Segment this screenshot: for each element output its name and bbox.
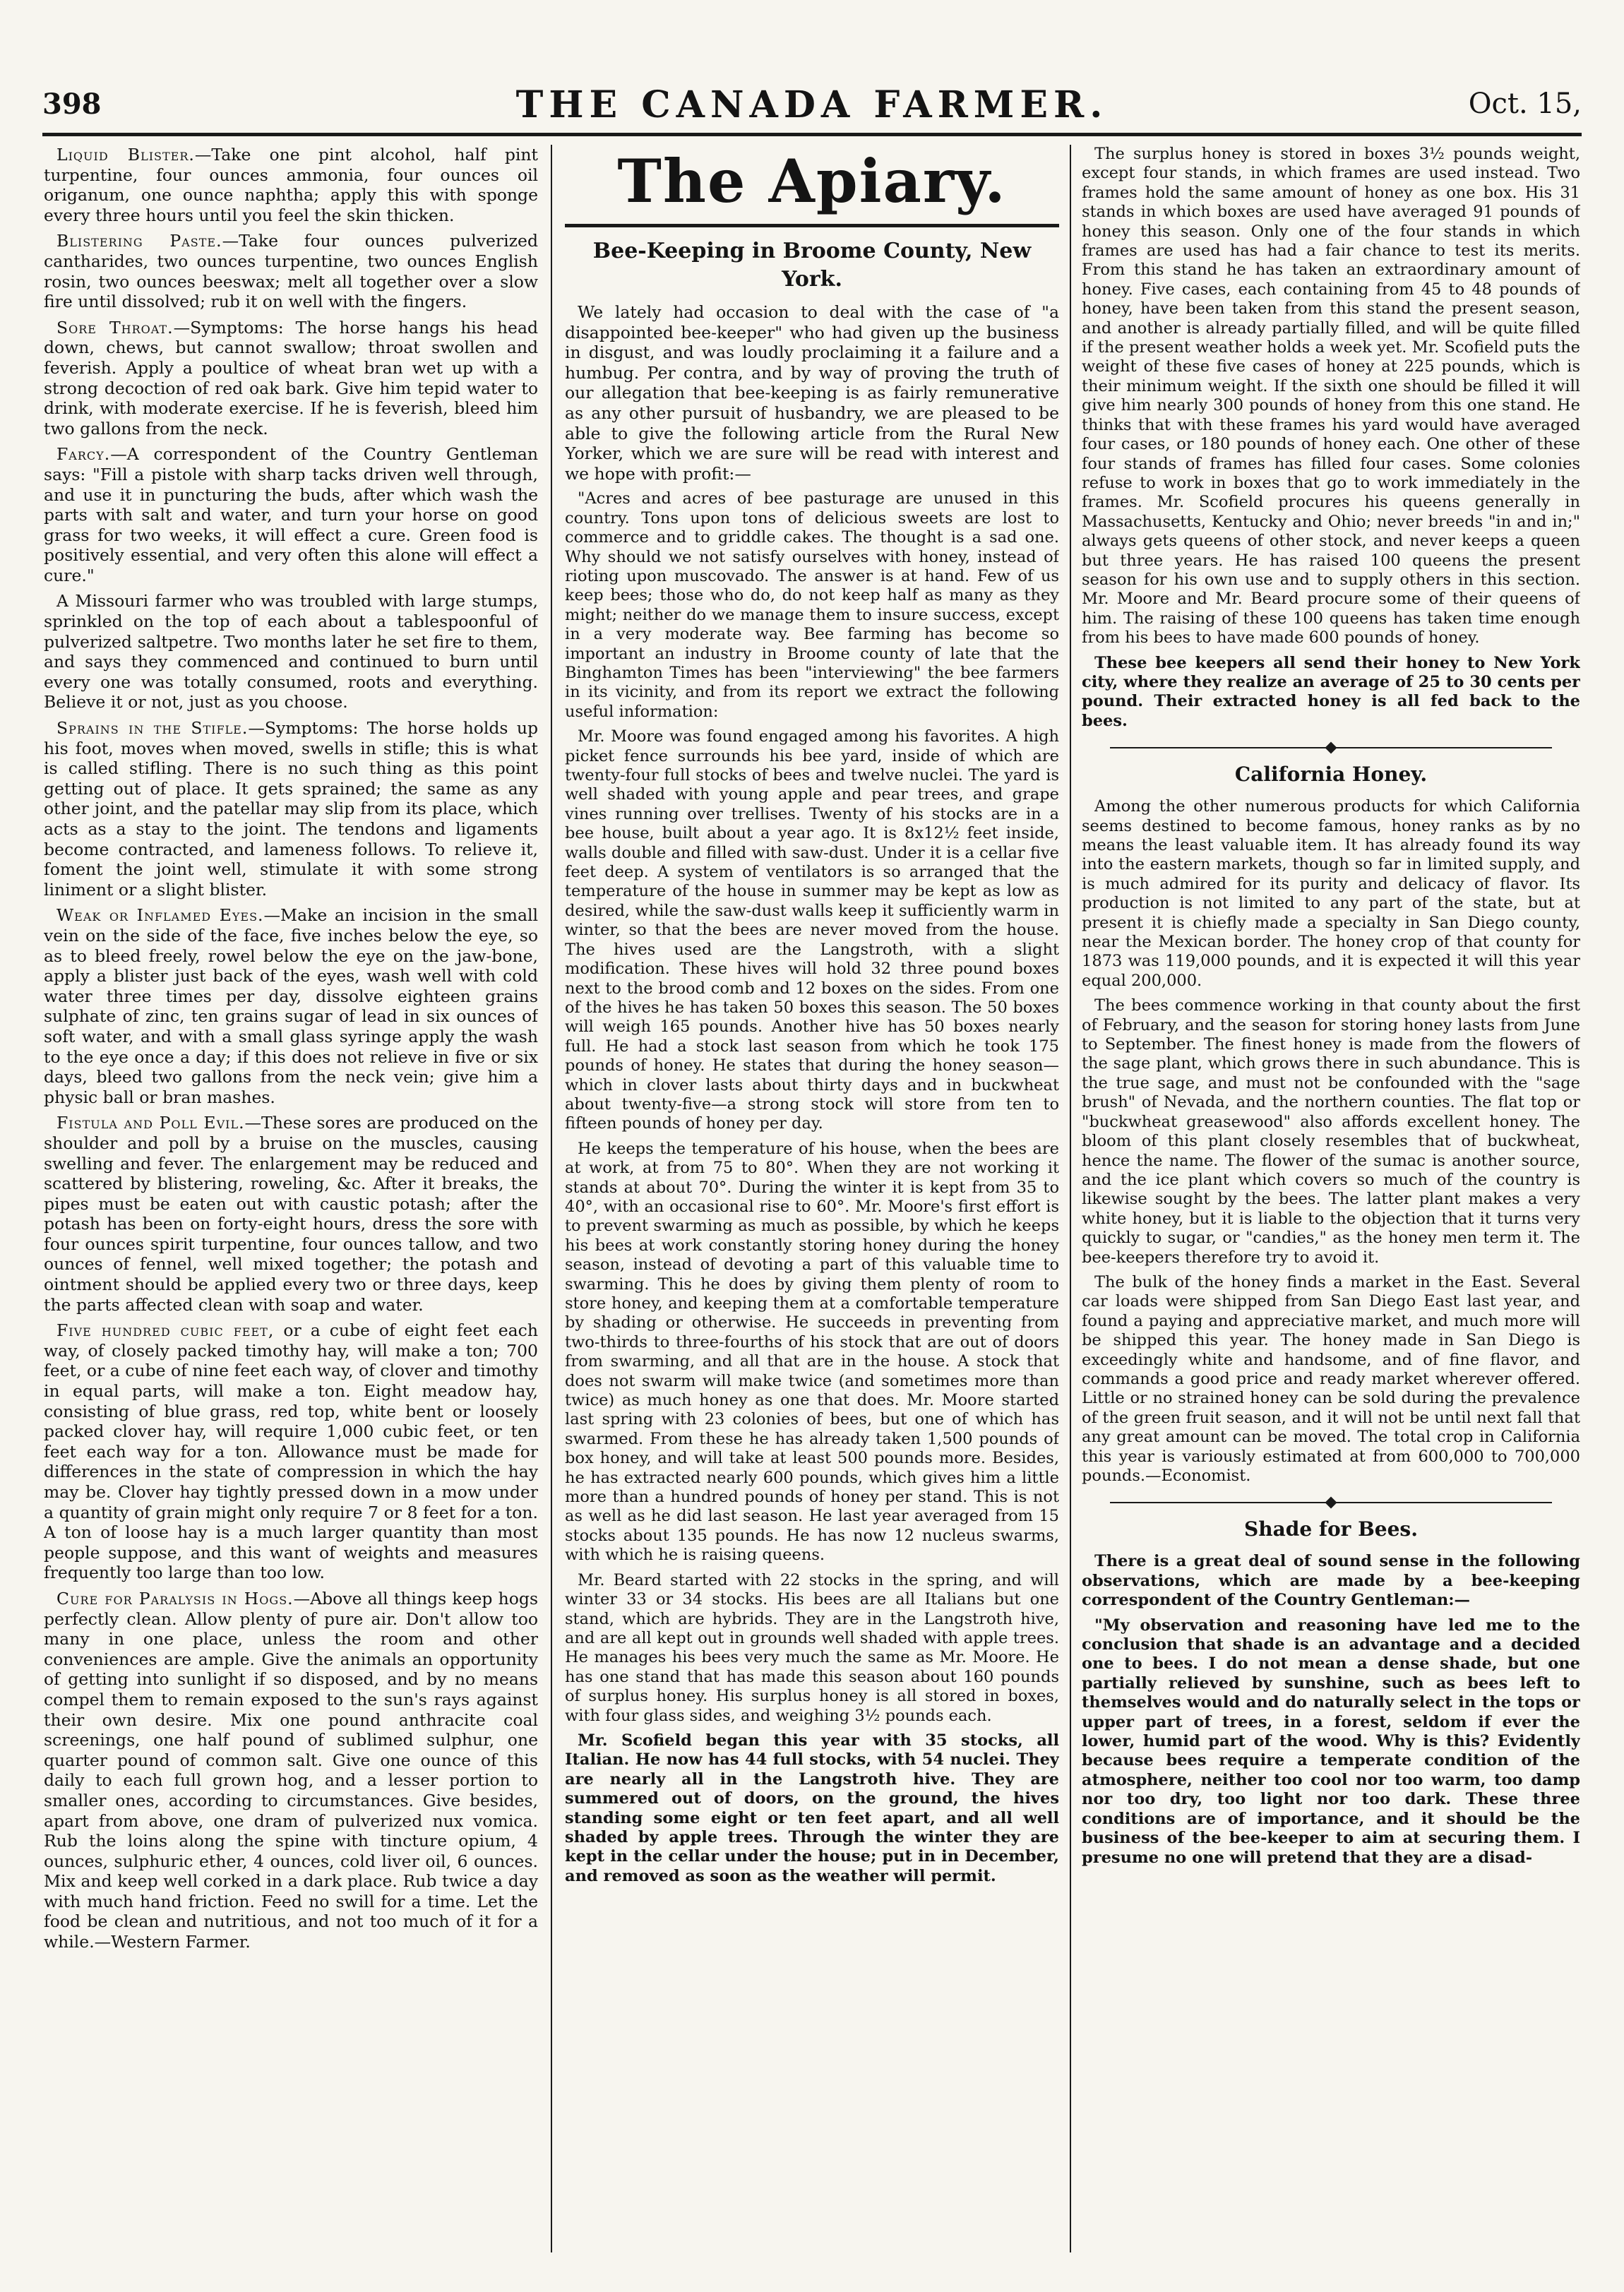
paragraph-text: A Missouri farmer who was troubled with large stumps, sprinkled on the top of each about a tablespoonful of pulverized saltpetre. Two months later he set fire to them, and says they commenced and continued to burn until every one was totally consumed, roots and everything. Believe it or not, just as you choose.	[44, 591, 538, 712]
paragraph-text: —Above all things keep hogs perfectly clean. Allow plenty of pure air. Don't allow too many in one place, unless the room and other conveniences are ample. Give the animals an opportunity of getting into sunlight if so disposed, and by no means compel them to remain exposed to the sun's rays against their own desire. Mix one pound anthracite coal screenings, one half pound of sublimed sulphur, one quarter pound of common salt. Give one ounce of this daily to each full grown hog, and a lesser portion to smaller ones, according to circumstances. Give besides, apart from above, one dram of pulverized nux vomica. Rub the loins along the spine with tincture opium, 4 ounces, sulphuric ether, 4 ounces, cold liver oil, 6 ounces. Mix and keep well corked in a dark place. Rub twice a day with much hand friction. Feed no swill for a time. Let the food be clean and nutritious, and not too much of it for a while.—Western Farmer.	[44, 1588, 538, 1952]
column-rule	[551, 145, 552, 2252]
paragraph: Mr. Scofield began this year with 35 stocks, all Italian. He now has 44 full stocks, with 54 nuclei. They are nearly all in the Langstroth hive. They are summered out of doors, on the ground, the hives standing some eight or ten feet apart, and all well shaded by apple trees. Through the winter they are kept in the cellar under the house; put in in December, and removed as soon as the weather will permit.	[565, 1731, 1059, 1885]
paragraph-lead: Liquid Blister.	[56, 145, 195, 165]
paragraph-lead: Weak or Inflamed Eyes.	[56, 905, 264, 926]
paragraph	[44, 718, 538, 900]
paragraph-text: —Symptoms: The horse holds up his foot, moves when moved, swells in stifle; this is what is called stifling. There is no such thing as this point getting out of place. It gets sprained; the same as any other joint, and the patellar may slip from its place, which acts as a stay to the joint. The tendons and ligaments become contracted, and lameness follows. To relieve it, foment the joint well, stimulate it with some strong liniment or a slight blister.	[44, 718, 538, 900]
page-date: Oct. 15,	[1468, 88, 1582, 120]
paragraph: The bees commence working in that county about the first of February, and the season for storing honey lasts from June to September. The finest honey is made from the flowers of the sage plant, which grows there in such abundance. This is the true sage, and must not be confounded with the "sage brush" of Nevada, and the northern counties. The flat top or "buckwheat greasewood" also affords excellent honey. The bloom of this plant closely resembles that of buckwheat, hence the name. The flower of the sumac is another source, and the ice plant which covers so much of the country is likewise sought by the bees. The latter plant makes a very white honey, but it is liable to the objection that it turns very quickly to sugar, or "candies," as the honey men term it. The bee-keepers therefore try to avoid it.	[1082, 996, 1580, 1267]
page-header	[42, 83, 1582, 133]
paragraph	[44, 318, 538, 439]
paragraph-lead: Blistering Paste.	[56, 231, 222, 251]
paragraph: Mr. Moore was found engaged among his favorites. A high picket fence surrounds his bee yard, inside of which are twenty-four full stocks of bees and twelve nuclei. The yard is well shaded with young apple and pear trees, and grape vines running over trellises. Twenty of his stocks are in a bee house, built about a year ago. It is 8x12½ feet inside, walls double and filled with saw-dust. Under it is a cellar five feet deep. A system of ventilators is so arranged that the temperature of the house in summer may be kept as low as desired, while the saw-dust walls keep it sufficiently warm in winter, so that the bees are never moved from the house. The hives used are the Langstroth, with a slight modification. These hives will hold 32 three pound boxes next to the brood comb and 12 boxes on the sides. From one of the hives he has taken 50 boxes this season. The 50 boxes will weigh 165 pounds. Another hive has 50 boxes nearly full. He had a stock last season from which he took 175 pounds of honey. He states that during the honey season—which in clover lasts about thirty days and in buckwheat about twenty-five—a strong stock will store from ten to fifteen pounds of honey per day.	[565, 727, 1059, 1133]
paragraph	[44, 231, 538, 311]
paragraph-text: —Symptoms: The horse hangs his head down, chews, but cannot swallow; throat swollen and feverish. Apply a poultice of wheat bran wet up with a strong decoction of red oak bark. Give him tepid water to drink, with moderate exercise. If he is feverish, bleed him two gallons from the neck.	[44, 317, 538, 438]
section-rule	[565, 224, 1059, 227]
paragraph-lead: Sprains in the Stifle.	[56, 718, 249, 739]
paragraph-text: —A correspondent of the Country Gentleman says: "Fill a pistole with sharp tacks driven well through, and use it in puncturing the buds, after which wash the parts with salt and water, and turn your horse on good grass for two weeks, it will effect a cure. Green food is positively essential, and very often this alone will effect a cure."	[44, 444, 538, 585]
paragraph-text: or a cube of eight feet each way, of closely packed timothy hay, will make a ton; 700 feet, or a cube of nine feet each way, of clover and timothy in equal parts, will make a ton. Eight meadow hay, consisting of blue grass, red top, white bent or loosely packed clover hay, will require 1,000 cubic feet, or ten feet each way for a ton. Allowance must be made for differences in the state of compression in which the hay may be. Clover hay tightly pressed down in a mow under a quantity of grain might only require 7 or 8 feet for a ton. A ton of loose hay is a much larger quantity than most people suppose, and this want of weights and measures frequently too large than too low.	[44, 1320, 538, 1583]
paragraph: We lately had occasion to deal with the case of "a disappointed bee-keeper" who had given up the business in disgust, and was loudly proclaiming it a failure and a humbug. Per contra, and by way of proving the truth of our allegation that bee-keeping is as fairly remunerative as any other pursuit of husbandry, we are pleased to be able to give the following article from the Rural New Yorker, which we are sure will be read with interest and we hope with profit:—	[565, 302, 1059, 484]
column-rule	[1070, 145, 1071, 2252]
paragraph	[44, 444, 538, 585]
paragraph: He keeps the temperature of his house, when the bees are at work, at from 75 to 80°. When they are not working it stands at about 70°. During the winter it is kept from 35 to 40°, with an occasional rise to 60°. Mr. Moore's first effort is to prevent swarming as much as possible, by which he keeps his bees at work constantly storing honey during the honey season, instead of devoting a part of this valuable time to swarming. This he does by giving them plenty of room to store honey, and keeping them at a comfortable temperature by shading or otherwise. He succeeds in preventing from two-thirds to three-fourths of his stock that are out of doors from swarming, and all that are in the house. A stock that does not swarm will make twice (and sometimes more than twice) as much honey as one that does. Mr. Moore started last spring with 23 colonies of bees, but one of which has swarmed. From these he has already taken 1,500 pounds of box honey, and will take at least 500 pounds more. Besides, he has extracted nearly 600 pounds, which gives him a little more than a hundred pounds of honey per stand. This is not as well as he did last season. He last year averaged from 15 stocks about 135 pounds. He has now 12 nucleus swarms, with which he is raising queens.	[565, 1139, 1059, 1565]
paragraph-lead: Five hundred cubic feet,	[56, 1320, 275, 1341]
paragraph: Among the other numerous products for which California seems destined to become famous, honey ranks as by no means the least valuable item. It has already found its way into the eastern markets, though so far in limited supply, and is much admired for its purity and delicacy of flavor. Its production is not limited to any part of the state, but at present it is chiefly made a specialty in San Diego county, near the Mexican border. The honey crop of that county for 1873 was 119,000 pounds, and it is expected it will this year equal 200,000.	[1082, 797, 1580, 990]
header-rule	[42, 133, 1582, 136]
ornament-divider	[1110, 741, 1552, 755]
paragraph-text: —Take four ounces pulverized cantharides, two ounces turpentine, two ounces English rosin, two ounces beeswax; melt all together over a slow fire until dissolved; rub it on well with the fingers.	[44, 231, 538, 312]
paragraph: There is a great deal of sound sense in the following observations, which are made by a bee-keeping correspondent of the Country Gentleman:—	[1082, 1552, 1580, 1610]
article-title: California Honey.	[1234, 763, 1428, 787]
article-title: Shade for Bees.	[1244, 1517, 1418, 1541]
paragraph	[44, 145, 538, 225]
column-left	[44, 145, 538, 2252]
page-number: 398	[42, 88, 102, 121]
paragraph	[44, 1113, 538, 1315]
paragraph	[44, 591, 538, 712]
paragraph-text: —Make an incision in the small vein on the side of the face, five inches below the eye, so as to bleed freely, rowel below the eye on the jaw-bone, apply a blister just back of the eyes, wash well with cold water three times per day, dissolve eighteen grains sulphate of zinc, ten grains sugar of lead in six ounces of soft water, and with a small glass syringe apply the wash to the eye once a day; if this does not relieve in five or six days, bleed two gallons from the neck vein; give him a physic ball or bran mashes.	[44, 905, 538, 1107]
paragraph: Mr. Beard started with 22 stocks in the spring, and will winter 33 or 34 stocks. His bees are all Italians but one stand, which are hybrids. They are in the Langstroth hive, and are all kept out in grounds well shaded with apple trees. He manages his bees very much the same as Mr. Moore. He has one stand that has made this season about 160 pounds of surplus honey. His surplus honey is all stored in boxes, with four glass sides, and weighing 3½ pounds each.	[565, 1570, 1059, 1725]
paragraph-text: —Take one pint alcohol, half pint turpentine, four ounces ammonia, four ounces oil origanum, one ounce naphtha; apply this with sponge every three hours until you feel the skin thicken.	[44, 145, 538, 225]
page-title: THE CANADA FARMER.	[515, 83, 1109, 126]
paragraph: These bee keepers all send their honey to New York city, where they realize an average of 25 to 30 cents per pound. Their extracted honey is all fed back to the bees.	[1082, 653, 1580, 730]
paragraph: The surplus honey is stored in boxes 3½ pounds weight, except four stands, in which frames are used instead. Two frames hold the same amount of honey as one box. His 31 stands in which boxes are used have averaged 91 pounds of honey this season. Only one of the four stands in which frames are used has had a fair chance to test its merits. From this stand he has taken an extraordinary amount of honey. Five cases, each containing from 45 to 48 pounds of honey, have been taken from this stand the present season, and another is already partially filled, and will be quite filled if the present weather holds a week yet. Mr. Scofield puts the weight of these five cases of honey at 225 pounds, which is their minimum weight. If the sixth one should be filled it will give him nearly 300 pounds of honey from this one stand. He thinks that with these frames his yard would have averaged four cases, or 180 pounds of honey each. One other of these four stands of frames has filled four cases. Some colonies refuse to work in boxes that go to work immediately in the frames. Mr. Scofield procures his queens generally in Massachusetts, Kentucky and Ohio; never breeds "in and in;" always gets queens of other stock, and never keeps a queen but three years. He has raised 100 queens the present season for his own use and to supply others in this section. Mr. Moore and Mr. Beard procure some of their queens of him. The raising of these 100 queens has taken time enough from his bees to have made 600 pounds of honey.	[1082, 145, 1580, 647]
article-title: Bee-Keeping in Broome County, New York.	[592, 239, 1032, 292]
column-middle	[565, 145, 1059, 2252]
ornament-divider	[1110, 1496, 1552, 1510]
paragraph-text: —These sores are produced on the shoulder and poll by a bruise on the muscles, causing swelling and fever. The enlargement may be reduced and scattered by blistering, roweling, &c. After it breaks, the pipes must be eaten out with caustic potash; after the potash has been on forty-eight hours, dress the sore with four ounces spirit turpentine, four ounces tallow, and two ounces of fennel, well mixed together; the potash and ointment should be applied every two or three days, keep the parts affected clean with soap and water.	[44, 1113, 538, 1315]
paragraph: The bulk of the honey finds a market in the East. Several car loads were shipped from San Diego East last year, and found a paying and appreciative market, and much more will be shipped this year. The honey made in San Diego is exceedingly white and handsome, and of fine flavor, and commands a good price and ready market wherever offered. Little or no strained honey can be sold during the prevalence of the green fruit season, and it will not be until next fall that any great amount can be moved. The total crop in California this year is variously estimated at from 600,000 to 700,000 pounds.—Economist.	[1082, 1272, 1580, 1485]
paragraph: "Acres and acres of bee pasturage are unused in this country. Tons upon tons of delicious sweets are lost to commerce and to griddle cakes. The thought is a sad one. Why should we not satisfy ourselves with honey, instead of rioting upon muscovado. The answer is at hand. Few of us keep bees; those who do, do not keep half as many as they might; neither do we manage them to insure success, except in a very moderate way. Bee farming has become so important an industry in Broome county of late that the Binghamton Times has been "interviewing" the bee farmers in its vicinity, and from its report we extract the following useful information:	[565, 489, 1059, 721]
paragraph: "My observation and reasoning have led me to the conclusion that shade is an advantage and a decided one to bees. I do not mean a dense shade, but one partially relieved by sunshine, such as bees left to themselves would and do naturally select in the tops or upper part of trees, in a forest, seldom if ever the lower, humid part of the wood. Why is this? Evidently because bees require a temperate condition of the atmosphere, neither too cool nor too warm, too damp nor too dry, too light nor too dark. These three conditions are of importance, and it should be the business of the bee-keeper to aim at securing them. I presume no one will pretend that they are a disad-	[1082, 1616, 1580, 1867]
paragraph	[44, 1589, 538, 1952]
column-right	[1082, 145, 1580, 2252]
paragraph-lead: Farcy.	[56, 444, 111, 465]
paragraph-lead: Sore Throat.	[56, 317, 174, 338]
section-title: The Apiary.	[617, 146, 1007, 216]
paragraph-lead: Cure for Paralysis in Hogs.	[56, 1588, 294, 1608]
paragraph	[44, 1320, 538, 1583]
paragraph	[44, 905, 538, 1107]
paragraph-lead: Fistula and Poll Evil.	[56, 1113, 245, 1133]
